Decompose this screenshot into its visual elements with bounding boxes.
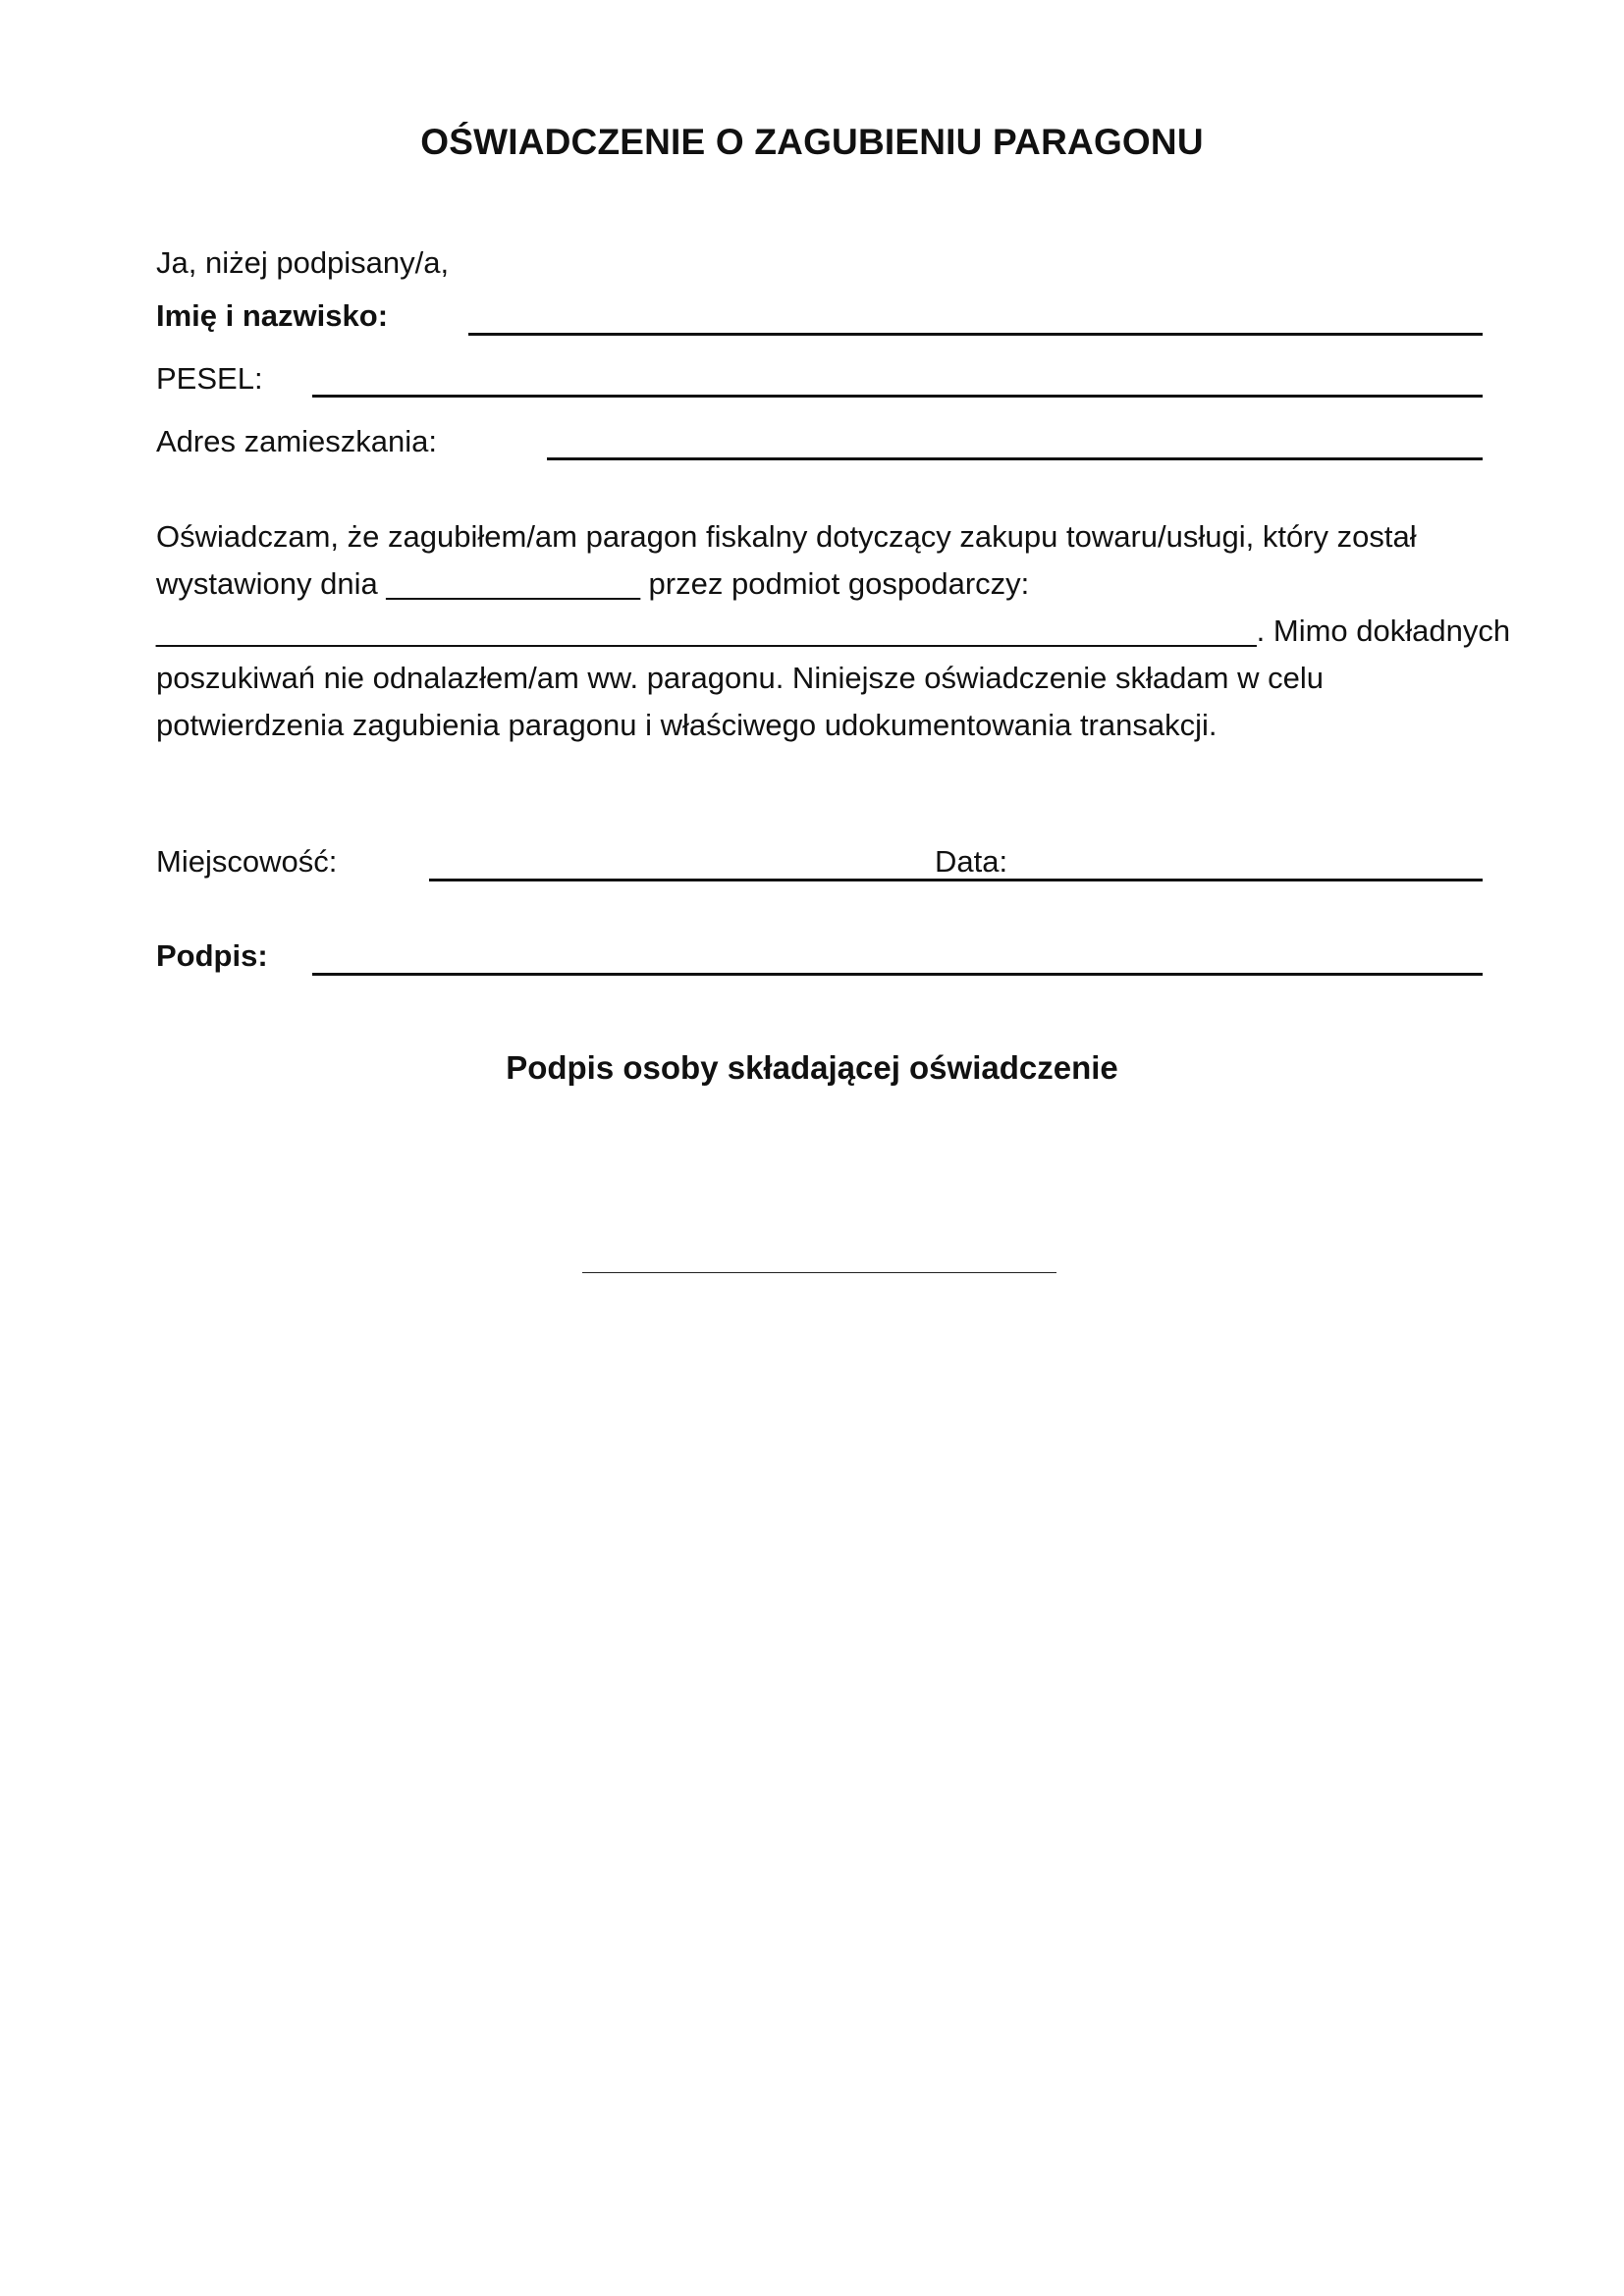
statement-line: Oświadczam, że zagubiłem/am paragon fiskalny dotyczący zakupu towaru/usługi, który został — [156, 519, 1417, 554]
intro-text: Ja, niżej podpisany/a, — [156, 245, 450, 280]
name-label: Imię i nazwisko: — [156, 298, 389, 333]
date-label: Data: — [935, 844, 1008, 879]
pesel-label: PESEL: — [156, 361, 263, 396]
statement-paragraph — [156, 513, 1511, 749]
statement-line: potwierdzenia zagubienia paragonu i właściwego udokumentowania transakcji. — [156, 708, 1218, 742]
place-label: Miejscowość: — [156, 844, 338, 879]
signature-caption: Podpis osoby składającej oświadczenie — [506, 1049, 1118, 1086]
statement-line: wystawiony dnia _______________ przez podmiot gospodarczy: — [156, 566, 1030, 601]
signature-line[interactable] — [582, 1272, 1056, 1273]
statement-line: poszukiwań nie odnalazłem/am ww. paragonu. Niniejsze oświadczenie składam w celu — [156, 661, 1324, 695]
name-field-line[interactable] — [468, 333, 1483, 336]
address-field-line[interactable] — [547, 457, 1483, 460]
place-date-field-line[interactable] — [429, 879, 1483, 881]
address-label: Adres zamieszkania: — [156, 424, 438, 458]
pesel-field-line[interactable] — [312, 395, 1483, 398]
signature-field-line[interactable] — [312, 973, 1483, 976]
signature-label: Podpis: — [156, 938, 268, 973]
statement-line: _________________________________________________________________. Mimo dokładnych — [156, 614, 1511, 648]
document-title: OŚWIADCZENIE O ZAGUBIENIU PARAGONU — [420, 122, 1204, 162]
